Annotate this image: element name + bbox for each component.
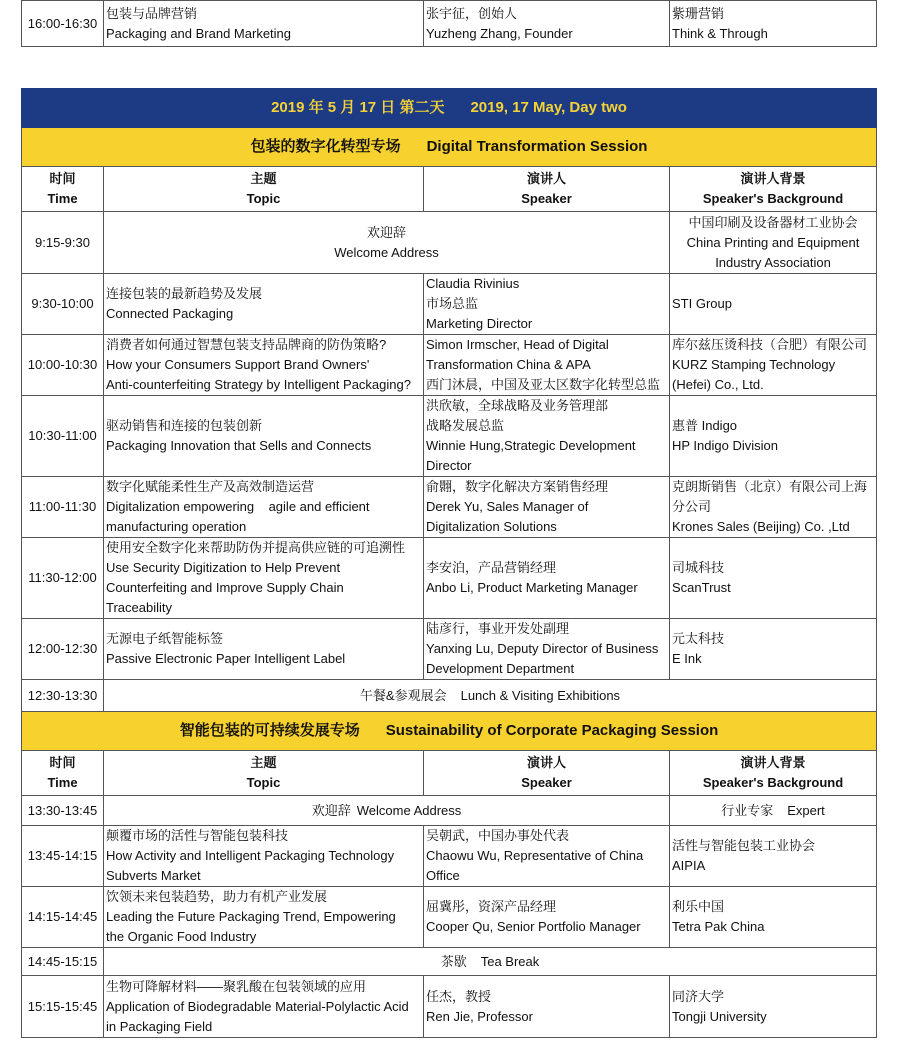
background-cell: 中国印刷及设备器材工业协会 China Printing and Equipment Industry Association <box>670 212 877 274</box>
table-row <box>22 335 877 396</box>
topic-cell: 驱动销售和连接的包装创新 Packaging Innovation that Sells and Connects <box>104 396 424 477</box>
topic-cell: 包装与品牌营销 Packaging and Brand Marketing <box>104 1 424 47</box>
time-cell: 14:15-14:45 <box>22 887 104 948</box>
table-row <box>22 976 877 1038</box>
session-title-en: Sustainability of Corporate Packaging Session <box>385 722 719 739</box>
speaker-cell: Claudia Rivinius 市场总监 Marketing Director <box>424 274 670 335</box>
table-row <box>22 948 877 976</box>
table-row <box>22 212 877 274</box>
previous-schedule-table <box>21 0 877 47</box>
header-time: 时间 Time <box>22 751 104 796</box>
background-cell: 元太科技 E Ink <box>670 619 877 680</box>
time-cell: 14:45-15:15 <box>22 948 104 976</box>
table-row <box>22 477 877 538</box>
time-cell: 13:45-14:15 <box>22 826 104 887</box>
header-background: 演讲人背景 Speaker's Background <box>670 167 877 212</box>
header-topic: 主题 Topic <box>104 751 424 796</box>
time-cell: 13:30-13:45 <box>22 796 104 826</box>
table-row <box>22 887 877 948</box>
time-cell: 11:30-12:00 <box>22 538 104 619</box>
table-row <box>22 396 877 477</box>
speaker-cell: 任杰，教授 Ren Jie, Professor <box>424 976 670 1038</box>
speaker-cell: 俞翾，数字化解决方案销售经理 Derek Yu, Sales Manager of Digitalization Solutions <box>424 477 670 538</box>
time-cell: 10:30-11:00 <box>22 396 104 477</box>
background-cell: 利乐中国 Tetra Pak China <box>670 887 877 948</box>
time-cell: 9:30-10:00 <box>22 274 104 335</box>
background-cell: 惠普 Indigo HP Indigo Division <box>670 396 877 477</box>
background-cell: 库尔兹压烫科技（合肥）有限公司 KURZ Stamping Technology (Hefei) Co., Ltd. <box>670 335 877 396</box>
table-row <box>22 274 877 335</box>
background-cell: STI Group <box>670 274 877 335</box>
background-cell: 行业专家 Expert <box>670 796 877 826</box>
topic-cell: 饮领未来包装趋势，助力有机产业发展 Leading the Future Packaging Trend, Empowering the Organic Food Industry <box>104 887 424 948</box>
topic-cell: 连接包装的最新趋势及发展 Connected Packaging <box>104 274 424 335</box>
header-time: 时间 Time <box>22 167 104 212</box>
speaker-cell: 张宇征，创始人 Yuzheng Zhang, Founder <box>424 1 670 47</box>
speaker-cell: 吴朝武，中国办事处代表 Chaowu Wu, Representative of China Office <box>424 826 670 887</box>
topic-cell: 无源电子纸智能标签 Passive Electronic Paper Intelligent Label <box>104 619 424 680</box>
speaker-cell: Simon Irmscher, Head of Digital Transformation China & APA 西门沐晨，中国及亚太区数字化转型总监 <box>424 335 670 396</box>
topic-cell: 生物可降解材料——聚乳酸在包装领域的应用 Application of Biodegradable Material-Polylactic Acid in Packaging Field <box>104 976 424 1038</box>
session-title-cn: 智能包装的可持续发展专场 <box>179 722 360 739</box>
table-row <box>22 680 877 712</box>
time-cell: 11:00-11:30 <box>22 477 104 538</box>
time-cell: 10:00-10:30 <box>22 335 104 396</box>
day-banner <box>22 89 877 128</box>
table-row <box>22 826 877 887</box>
table-row <box>22 1 877 47</box>
background-cell: 紫珊营销 Think & Through <box>670 1 877 47</box>
time-cell: 12:00-12:30 <box>22 619 104 680</box>
time-cell: 12:30-13:30 <box>22 680 104 712</box>
time-cell: 16:00-16:30 <box>22 1 104 47</box>
topic-cell: 数字化赋能柔性生产及高效制造运营 Digitalization empowering agile and efficient manufacturing operation <box>104 477 424 538</box>
break-cell: 茶歇 Tea Break <box>104 948 877 976</box>
speaker-cell: 陆彦行，事业开发处副理 Yanxing Lu, Deputy Director of Business Development Department <box>424 619 670 680</box>
background-cell: 活性与智能包装工业协会 AIPIA <box>670 826 877 887</box>
topic-cell: 消费者如何通过智慧包装支持品牌商的防伪策略? How your Consumers Support Brand Owners' Anti-counterfeiting Strategy by Intelligent Packaging? <box>104 335 424 396</box>
table-row <box>22 796 877 826</box>
table-row <box>22 619 877 680</box>
session-title-cn: 包装的数字化转型专场 <box>250 138 401 155</box>
session-banner <box>22 128 877 167</box>
welcome-cell: 欢迎辞 Welcome Address <box>104 212 670 274</box>
day-title-cn: 2019 年 5 月 17 日 第二天 <box>271 99 445 116</box>
time-cell: 9:15-9:30 <box>22 212 104 274</box>
day-title-en: 2019, 17 May, Day two <box>470 99 627 116</box>
speaker-cell: 洪欣敏，全球战略及业务管理部 战略发展总监 Winnie Hung,Strategic Development Director <box>424 396 670 477</box>
welcome-cell: 欢迎辞 Welcome Address <box>104 796 670 826</box>
background-cell: 司城科技 ScanTrust <box>670 538 877 619</box>
topic-cell: 颠覆市场的活性与智能包装科技 How Activity and Intelligent Packaging Technology Subverts Market <box>104 826 424 887</box>
time-cell: 15:15-15:45 <box>22 976 104 1038</box>
header-speaker: 演讲人 Speaker <box>424 167 670 212</box>
session-banner <box>22 712 877 751</box>
background-cell: 同济大学 Tongji University <box>670 976 877 1038</box>
speaker-cell: 李安泊，产品营销经理 Anbo Li, Product Marketing Manager <box>424 538 670 619</box>
day-two-schedule-table <box>21 88 877 1038</box>
table-header <box>22 167 877 212</box>
speaker-cell: 屈冀彤，资深产品经理 Cooper Qu, Senior Portfolio Manager <box>424 887 670 948</box>
table-header <box>22 751 877 796</box>
session-title-en: Digital Transformation Session <box>426 138 648 155</box>
background-cell: 克朗斯销售（北京）有限公司上海 分公司 Krones Sales (Beijing) Co. ,Ltd <box>670 477 877 538</box>
header-speaker: 演讲人 Speaker <box>424 751 670 796</box>
header-topic: 主题 Topic <box>104 167 424 212</box>
lunch-cell: 午餐&参观展会 Lunch & Visiting Exhibitions <box>104 680 877 712</box>
table-row <box>22 538 877 619</box>
header-background: 演讲人背景 Speaker's Background <box>670 751 877 796</box>
topic-cell: 使用安全数字化来帮助防伪并提高供应链的可追溯性 Use Security Digitization to Help Prevent Counterfeiting and Improve Supply Chain Traceability <box>104 538 424 619</box>
